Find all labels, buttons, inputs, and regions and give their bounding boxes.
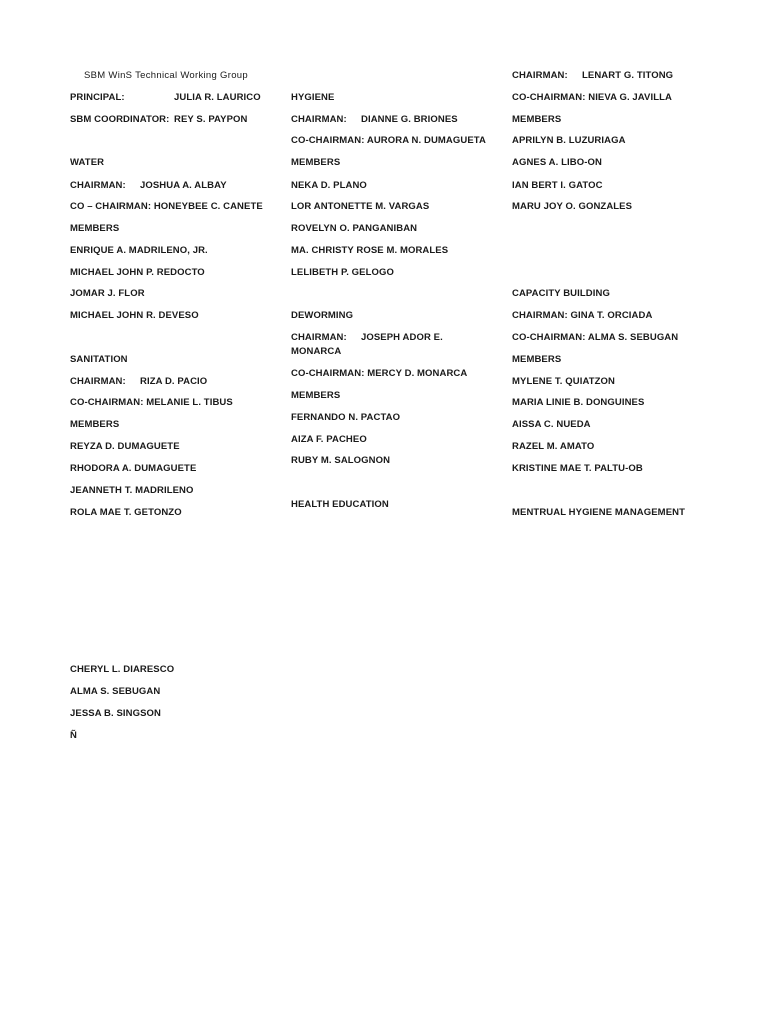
capacity-building-chairman: CHAIRMAN: GINA T. ORCIADA	[512, 310, 653, 321]
capacity-building-members-label: MEMBERS	[512, 354, 562, 365]
col3-member: APRILYN B. LUZURIAGA	[512, 135, 626, 146]
deworming-member: RUBY M. SALOGNON	[291, 455, 391, 466]
water-member: MICHAEL JOHN P. REDOCTO	[70, 267, 205, 278]
water-heading: WATER	[70, 157, 105, 168]
deworming-members-label: MEMBERS	[291, 390, 341, 401]
water-member: ENRIQUE A. MADRILENO, JR.	[70, 245, 208, 256]
capacity-building-member: AISSA C. NUEDA	[512, 419, 591, 430]
capacity-building-member: KRISTINE MAE T. PALTU-OB	[512, 463, 643, 474]
col3-member: AGNES A. LIBO-ON	[512, 157, 602, 168]
sanitation-member: REYZA D. DUMAGUETE	[70, 441, 180, 452]
deworming-co-chairman: CO-CHAIRMAN: MERCY D. MONARCA	[291, 368, 468, 379]
hygiene-members-label: MEMBERS	[291, 157, 341, 168]
hygiene-heading: HYGIENE	[291, 92, 335, 103]
capacity-building-heading: CAPACITY BUILDING	[512, 288, 610, 299]
hygiene-member: LELIBETH P. GELOGO	[291, 267, 394, 278]
bottom-name: JESSA B. SINGSON	[70, 708, 161, 719]
water-chairman-label: CHAIRMAN:	[70, 180, 126, 191]
hygiene-member: ROVELYN O. PANGANIBAN	[291, 223, 418, 234]
sbm-coordinator-name: REY S. PAYPON	[174, 114, 248, 125]
sanitation-member: JEANNETH T. MADRILENO	[70, 485, 194, 496]
health-education-heading: HEALTH EDUCATION	[291, 499, 389, 510]
col3-member: IAN BERT I. GATOC	[512, 180, 603, 191]
principal-label: PRINCIPAL:	[70, 92, 125, 103]
sanitation-member: ROLA MAE T. GETONZO	[70, 507, 182, 518]
hygiene-member: MA. CHRISTY ROSE M. MORALES	[291, 245, 449, 256]
col3-member: MARU JOY O. GONZALES	[512, 201, 633, 212]
capacity-building-co-chairman: CO-CHAIRMAN: ALMA S. SEBUGAN	[512, 332, 679, 343]
water-member: MICHAEL JOHN R. DEVESO	[70, 310, 199, 321]
hygiene-chairman-label: CHAIRMAN:	[291, 114, 347, 125]
sanitation-chairman-name: RIZA D. PACIO	[140, 376, 208, 387]
capacity-building-member: MARIA LINIE B. DONGUINES	[512, 397, 645, 408]
deworming-heading: DEWORMING	[291, 310, 354, 321]
bottom-name: ALMA S. SEBUGAN	[70, 686, 161, 697]
capacity-building-member: RAZEL M. AMATO	[512, 441, 595, 452]
deworming-member: FERNANDO N. PACTAO	[291, 412, 401, 423]
hygiene-member: LOR ANTONETTE M. VARGAS	[291, 201, 430, 212]
deworming-member: AIZA F. PACHEO	[291, 434, 367, 445]
hygiene-co-chairman: CO-CHAIRMAN: AURORA N. DUMAGUETA	[291, 135, 486, 146]
sanitation-heading: SANITATION	[70, 354, 128, 365]
hygiene-chairman-name: DIANNE G. BRIONES	[361, 114, 458, 125]
deworming-chairman-name-cont: MONARCA	[291, 346, 342, 357]
col3-co-chairman: CO-CHAIRMAN: NIEVA G. JAVILLA	[512, 92, 672, 103]
sanitation-chairman-label: CHAIRMAN:	[70, 376, 126, 387]
menstrual-hygiene-heading: MENTRUAL HYGIENE MANAGEMENT	[512, 507, 685, 518]
sanitation-members-label: MEMBERS	[70, 419, 120, 430]
deworming-chairman-name: JOSEPH ADOR E.	[361, 332, 443, 343]
capacity-building-member: MYLENE T. QUIATZON	[512, 376, 615, 387]
water-member: JOMAR J. FLOR	[70, 288, 145, 299]
water-members-label: MEMBERS	[70, 223, 120, 234]
hygiene-member: NEKA D. PLANO	[291, 180, 367, 191]
water-co-chairman: CO – CHAIRMAN: HONEYBEE C. CANETE	[70, 201, 263, 212]
col3-chairman-name: LENART G. TITONG	[582, 70, 674, 81]
sanitation-co-chairman: CO-CHAIRMAN: MELANIE L. TIBUS	[70, 397, 233, 408]
stray-character: Ñ	[70, 730, 77, 741]
col3-members-label: MEMBERS	[512, 114, 562, 125]
principal-name: JULIA R. LAURICO	[174, 92, 261, 103]
document-title: SBM WinS Technical Working Group	[84, 70, 248, 81]
water-chairman-name: JOSHUA A. ALBAY	[140, 180, 227, 191]
bottom-name: CHERYL L. DIARESCO	[70, 664, 175, 675]
col3-chairman-label: CHAIRMAN:	[512, 70, 568, 81]
deworming-chairman-label: CHAIRMAN:	[291, 332, 347, 343]
sbm-coordinator-label: SBM COORDINATOR:	[70, 114, 170, 125]
sanitation-member: RHODORA A. DUMAGUETE	[70, 463, 197, 474]
